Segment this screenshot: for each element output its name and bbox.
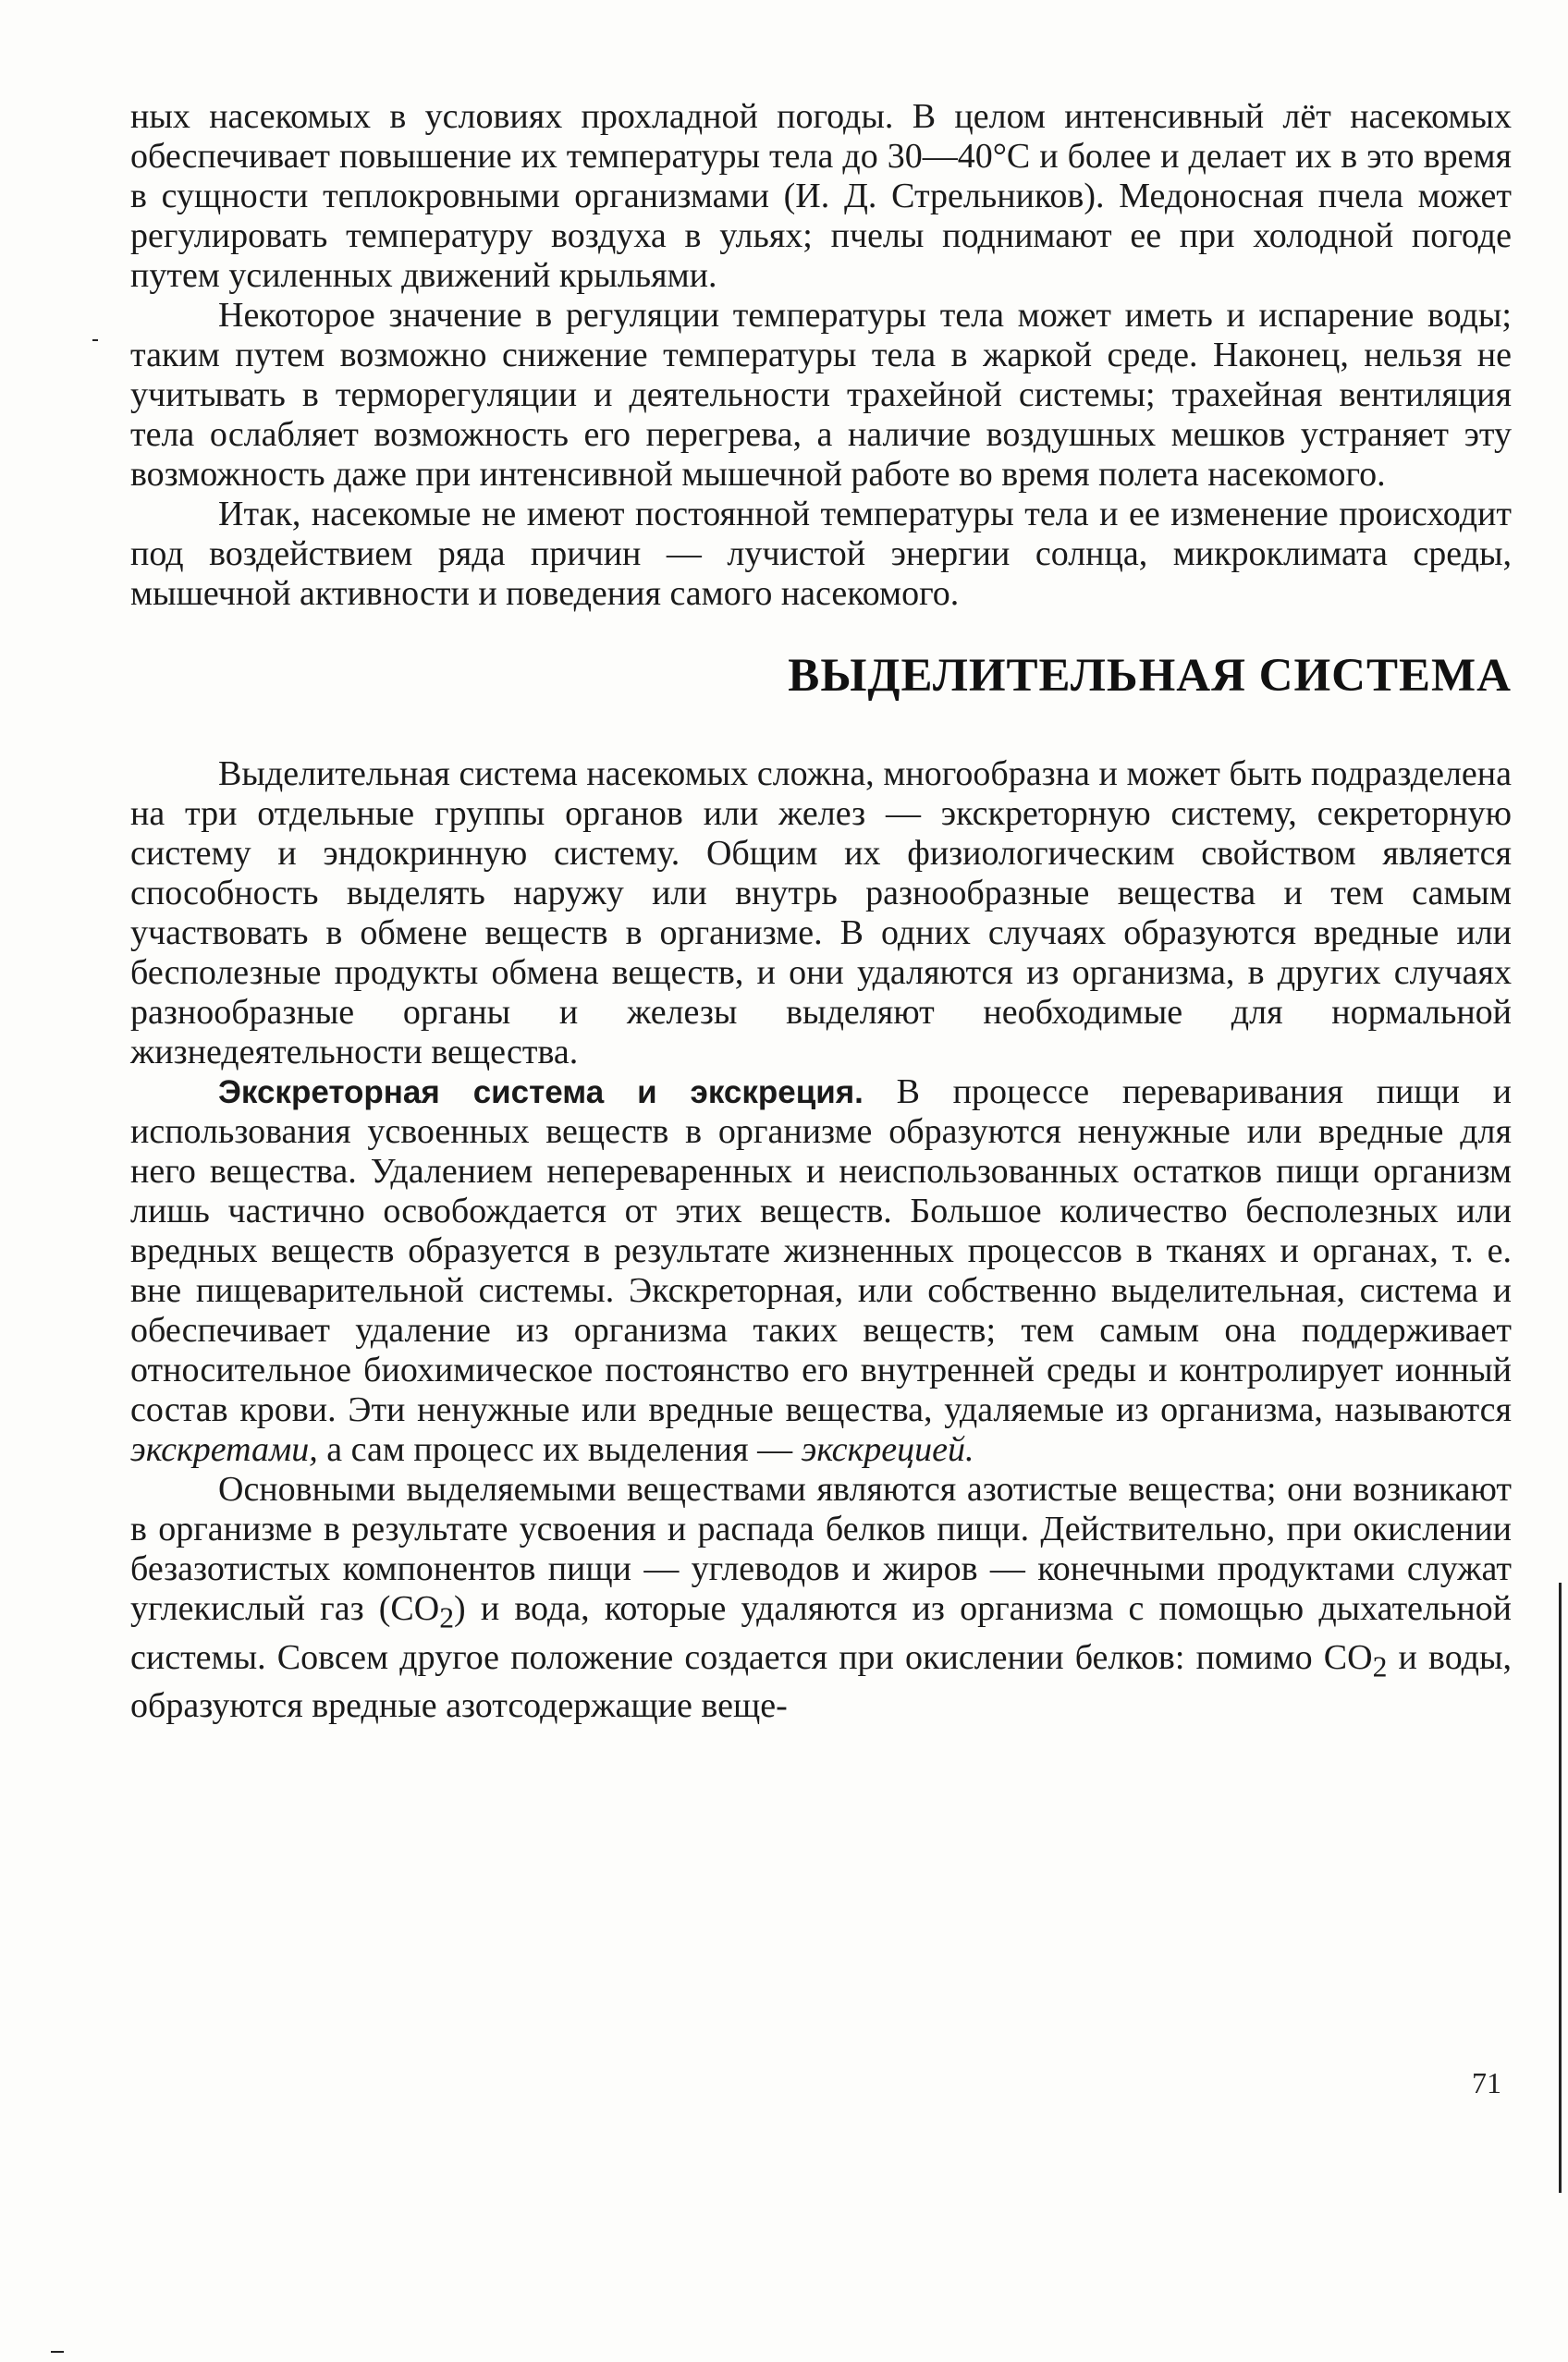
paragraph-6-part-b: ) и вода, которые удаляются из организма с помощью дыхательной системы. Совсем другое положение создается при окислении белков: помимо CO — [130, 1589, 1513, 1677]
paragraph-6-part-c: и воды, образуются вредные азотсодержащие веще- — [130, 1637, 1513, 1726]
paragraph-1: ных насекомых в условиях прохладной погоды. В целом интенсивный лёт насекомых обеспечивает повышение их температуры тела до 30—40°С и более и делает их в это время в сущности теплокровными организмами (И. Д. Стрельников). Медоносная пчела может регулировать температуру воздуха в ульях; пчелы поднимают ее при холодной погоде путем усиленных движений крыльями. — [130, 97, 1512, 295]
subscript-2b: 2 — [1372, 1650, 1388, 1683]
paragraph-6 — [130, 1470, 1512, 1726]
paragraph-5-text: В процессе переваривания пищи и использования усвоенных веществ в организме образуются ненужные или вредные для него вещества. Удалением непереваренных и неиспользованных остатков пищи организм лишь частично освобождается от этих веществ. Большое количество бесполезных или вредных веществ образуется в результате жизненных процессов в тканях и органах, т. е. вне пищеварительной системы. Экскреторная, или собственно выделительная, система и обеспечивает удаление из организма таких веществ; тем самым она поддерживает относительное биохимическое постоянство его внутренней среды и контролирует ионный состав крови. Эти ненужные или вредные вещества, удаляемые из организма, называются — [130, 1072, 1512, 1429]
section-heading-wrap — [130, 614, 1512, 754]
scan-dot — [92, 339, 98, 341]
subsection-title: Экскреторная система и экскреция. — [218, 1074, 864, 1110]
subscript-2a: 2 — [439, 1601, 455, 1634]
paragraph-5 — [130, 1072, 1512, 1470]
scan-edge-mark — [1559, 1583, 1562, 2193]
paragraph-4: Выделительная система насекомых сложна, многообразна и может быть подразделена на три отдельные группы органов или желез — экскреторную систему, секреторную систему и эндокринную систему. Общим их физиологическим свойством является способность выделять наружу или внутрь разнообразные вещества и тем самым участвовать в обмене веществ в организме. В одних случаях образуются вредные или бесполезные продукты обмена веществ, и они удаляются из организма, в других случаях разнообразные органы и железы выделяют необходимые для нормальной жизнедеятельности вещества. — [130, 754, 1512, 1071]
term-excretion: экскрецией. — [801, 1430, 974, 1469]
section-heading: ВЫДЕЛИТЕЛЬНАЯ СИСТЕМА — [788, 650, 1512, 702]
page-number: 71 — [1472, 2066, 1501, 2099]
paragraph-6-part-a: Основными выделяемыми веществами являются азотистые вещества; они возникают в организме в результате усвоения и распада белков пищи. Действительно, при окислении безазотистых компонентов пищи — углеводов и жиров — конечными продуктами служат углекислый газ (CO — [130, 1470, 1512, 1628]
term-excretes: экскретами, — [130, 1430, 318, 1469]
paragraph-5-text-2: а сам процесс их выделения — — [317, 1430, 802, 1469]
scan-dot-bottom — [51, 2351, 64, 2353]
paragraph-3: Итак, насекомые не имеют постоянной температуры тела и ее изменение происходит под воздействием ряда причин — лучистой энергии солнца, микроклимата среды, мышечной активности и поведения самого насекомого. — [130, 495, 1512, 613]
paragraph-2: Некоторое значение в регуляции температуры тела может иметь и испарение воды; таким путем возможно снижение температуры тела в жаркой среде. Наконец, нельзя не учитывать в терморегуляции и деятельности трахейной системы; трахейная вентиляция тела ослабляет возможность его перегрева, а наличие воздушных мешков устраняет эту возможность даже при интенсивной мышечной работе во время полета насекомого. — [130, 296, 1512, 494]
text-column — [130, 97, 1512, 1726]
